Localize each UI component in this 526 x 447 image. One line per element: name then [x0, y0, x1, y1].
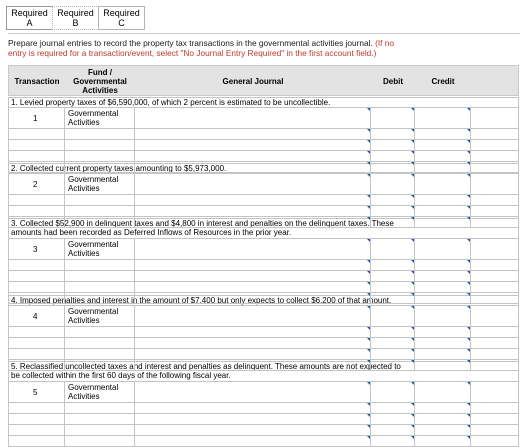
tab-label: Required [11, 8, 48, 18]
dropdown-marker-icon [411, 327, 414, 330]
dropdown-marker-icon [367, 260, 370, 263]
credit-field[interactable] [415, 293, 471, 303]
dropdown-marker-icon [411, 195, 414, 198]
tab-letter: A [26, 18, 33, 28]
account-field[interactable] [135, 108, 371, 128]
account-field[interactable] [135, 195, 371, 205]
credit-field[interactable] [415, 338, 471, 348]
debit-field[interactable] [371, 217, 415, 227]
journal-entry-row [8, 151, 519, 162]
instructions-note: (If no [372, 38, 395, 48]
credit-field[interactable] [415, 108, 471, 128]
tab-required-c[interactable] [98, 6, 145, 30]
dropdown-marker-icon [411, 108, 414, 111]
fund-cell [65, 293, 135, 303]
journal-entry-row [8, 425, 519, 436]
dropdown-marker-icon [367, 217, 370, 220]
account-field[interactable] [135, 260, 371, 270]
dropdown-marker-icon [411, 206, 414, 209]
dropdown-marker-icon [367, 271, 370, 274]
account-field[interactable] [135, 360, 371, 370]
dropdown-marker-icon [467, 382, 470, 385]
dropdown-marker-icon [467, 151, 470, 154]
fund-cell [65, 360, 135, 370]
transaction-number: 1 [33, 114, 38, 123]
journal-table-header [8, 65, 519, 96]
dropdown-marker-icon [367, 206, 370, 209]
dropdown-marker-icon [367, 239, 370, 242]
transaction-number: 5 [33, 388, 38, 397]
instructions-line-1 [8, 38, 394, 48]
fund-cell [65, 338, 135, 348]
transaction-number-cell [9, 327, 65, 337]
credit-field[interactable] [415, 140, 471, 150]
dropdown-marker-icon [411, 382, 414, 385]
account-field[interactable] [135, 293, 371, 303]
dropdown-marker-icon [367, 436, 370, 439]
debit-field[interactable] [371, 162, 415, 172]
dropdown-marker-icon [367, 151, 370, 154]
dropdown-marker-icon [467, 140, 470, 143]
debit-field[interactable] [371, 140, 415, 150]
tab-required-b[interactable] [52, 6, 99, 30]
journal-entry-row [8, 360, 519, 371]
dropdown-marker-icon [411, 151, 414, 154]
journal-entry-row [8, 282, 519, 293]
credit-field[interactable] [415, 162, 471, 172]
journal-entry-row [8, 403, 519, 414]
debit-field[interactable] [371, 360, 415, 370]
dropdown-marker-icon [467, 239, 470, 242]
journal-entry-row [8, 129, 519, 140]
dropdown-marker-icon [411, 349, 414, 352]
account-field[interactable] [135, 414, 371, 424]
transaction-number-cell [9, 414, 65, 424]
dropdown-marker-icon [367, 174, 370, 177]
dropdown-marker-icon [411, 414, 414, 417]
credit-field[interactable] [415, 129, 471, 139]
account-field[interactable] [135, 382, 371, 402]
account-field[interactable] [135, 129, 371, 139]
debit-field[interactable] [371, 195, 415, 205]
debit-field[interactable] [371, 425, 415, 435]
journal-entry-row [8, 195, 519, 206]
debit-field[interactable] [371, 108, 415, 128]
debit-field[interactable] [371, 306, 415, 326]
fund-cell [65, 151, 135, 161]
credit-field[interactable] [415, 260, 471, 270]
transaction-number-cell [9, 271, 65, 281]
journal-entry-row [8, 414, 519, 425]
debit-field[interactable] [371, 260, 415, 270]
journal-entry-row [8, 206, 519, 217]
account-field[interactable] [135, 436, 371, 446]
debit-field[interactable] [371, 129, 415, 139]
instructions-line-2: entry is required for a transaction/event, select "No Journal Entry Required" in the first account field.) [8, 48, 377, 58]
dropdown-marker-icon [467, 271, 470, 274]
dropdown-marker-icon [367, 140, 370, 143]
header-transaction: Transaction [14, 77, 60, 86]
tab-letter: B [72, 18, 79, 28]
transaction-number-cell [9, 206, 65, 216]
account-field[interactable] [135, 206, 371, 216]
transaction-number-cell [9, 217, 65, 227]
journal-entry-row [8, 108, 519, 129]
fund-cell [65, 436, 135, 446]
debit-field[interactable] [371, 414, 415, 424]
fund-cell [65, 271, 135, 281]
journal-entry-row [8, 217, 519, 228]
dropdown-marker-icon [467, 414, 470, 417]
journal-entry-row [8, 306, 519, 327]
fund-cell [65, 140, 135, 150]
dropdown-marker-icon [367, 338, 370, 341]
transaction-description: 2. Collected current property taxes amounting to $5,973,000. [8, 163, 519, 174]
credit-field[interactable] [415, 360, 471, 370]
dropdown-marker-icon [467, 260, 470, 263]
header-fund-line: Governmental [73, 77, 127, 86]
dropdown-marker-icon [467, 108, 470, 111]
tab-label: Required [57, 8, 94, 18]
journal-entry-row [8, 436, 519, 447]
dropdown-marker-icon [467, 217, 470, 220]
journal-entry-row [8, 239, 519, 260]
dropdown-marker-icon [367, 327, 370, 330]
dropdown-marker-icon [367, 195, 370, 198]
transaction-description-line: 3. Collected $52,900 in delinquent taxes and $4,800 in interest and penalties on the delinquent taxes. These [11, 219, 394, 228]
transaction-description-line: be collected within the first 60 days of the following fiscal year. [11, 371, 231, 380]
transaction-number-cell [9, 129, 65, 139]
dropdown-marker-icon [367, 360, 370, 363]
debit-field[interactable] [371, 349, 415, 359]
header-fund [65, 68, 135, 95]
debit-field[interactable] [371, 151, 415, 161]
credit-field[interactable] [415, 195, 471, 205]
fund-label: Governmental Activities [68, 175, 119, 193]
account-field[interactable] [135, 271, 371, 281]
requirement-tabs [6, 6, 144, 30]
instructions [8, 33, 520, 59]
transaction-number: 3 [33, 245, 38, 254]
fund-label: Governmental Activities [68, 383, 119, 401]
debit-field[interactable] [371, 403, 415, 413]
dropdown-marker-icon [367, 414, 370, 417]
debit-field[interactable] [371, 338, 415, 348]
transaction-number-cell [9, 403, 65, 413]
fund-cell [65, 162, 135, 172]
fund-cell [65, 195, 135, 205]
account-field[interactable] [135, 162, 371, 172]
dropdown-marker-icon [467, 306, 470, 309]
dropdown-marker-icon [467, 403, 470, 406]
dropdown-marker-icon [411, 162, 414, 165]
journal-entry-row [8, 162, 519, 173]
dropdown-marker-icon [467, 162, 470, 165]
account-field[interactable] [135, 140, 371, 150]
journal-entry-row [8, 338, 519, 349]
dropdown-marker-icon [367, 425, 370, 428]
dropdown-marker-icon [467, 349, 470, 352]
fund-cell [65, 349, 135, 359]
dropdown-marker-icon [367, 108, 370, 111]
transaction-number-cell [9, 162, 65, 172]
fund-label: Governmental Activities [68, 109, 119, 127]
dropdown-marker-icon [467, 425, 470, 428]
dropdown-marker-icon [411, 293, 414, 296]
fund-label: Governmental Activities [68, 240, 119, 258]
dropdown-marker-icon [411, 338, 414, 341]
dropdown-marker-icon [411, 403, 414, 406]
tab-required-a[interactable] [6, 6, 53, 30]
transaction-number-cell [9, 436, 65, 446]
debit-field[interactable] [371, 271, 415, 281]
instructions-text: Prepare journal entries to record the property tax transactions in the governmental activities journal. [8, 38, 373, 48]
transaction-number-cell [9, 425, 65, 435]
dropdown-marker-icon [411, 282, 414, 285]
journal-entry-row [8, 140, 519, 151]
dropdown-marker-icon [411, 271, 414, 274]
dropdown-marker-icon [367, 293, 370, 296]
dropdown-marker-icon [411, 129, 414, 132]
journal-entry-row [8, 327, 519, 338]
header-general-journal: General Journal [222, 77, 284, 86]
credit-field[interactable] [415, 174, 471, 194]
credit-field[interactable] [415, 436, 471, 446]
dropdown-marker-icon [411, 174, 414, 177]
tab-letter: C [118, 18, 125, 28]
transaction-number-cell [9, 260, 65, 270]
dropdown-marker-icon [411, 425, 414, 428]
journal-entry-row [8, 293, 519, 304]
transaction-number-cell [9, 282, 65, 292]
dropdown-marker-icon [467, 206, 470, 209]
credit-field[interactable] [415, 414, 471, 424]
dropdown-marker-icon [467, 195, 470, 198]
dropdown-marker-icon [411, 436, 414, 439]
transaction-number: 4 [33, 312, 38, 321]
debit-field[interactable] [371, 293, 415, 303]
transaction-number-cell [9, 349, 65, 359]
account-field[interactable] [135, 239, 371, 259]
transaction-description-line: 5. Reclassified uncollected taxes and interest and penalties as delinquent. These amounts are not expected to [11, 362, 401, 371]
dropdown-marker-icon [467, 327, 470, 330]
fund-cell [65, 425, 135, 435]
header-fund-line: Fund / [88, 68, 112, 77]
credit-field[interactable] [415, 425, 471, 435]
dropdown-marker-icon [467, 338, 470, 341]
debit-field[interactable] [371, 206, 415, 216]
dropdown-marker-icon [467, 360, 470, 363]
header-debit: Debit [383, 77, 403, 86]
debit-field[interactable] [371, 327, 415, 337]
debit-field[interactable] [371, 174, 415, 194]
dropdown-marker-icon [467, 293, 470, 296]
account-field[interactable] [135, 327, 371, 337]
credit-field[interactable] [415, 349, 471, 359]
dropdown-marker-icon [411, 360, 414, 363]
fund-cell [65, 327, 135, 337]
dropdown-marker-icon [467, 129, 470, 132]
transaction-number-cell [9, 151, 65, 161]
fund-cell [65, 206, 135, 216]
credit-field[interactable] [415, 403, 471, 413]
account-field[interactable] [135, 306, 371, 326]
journal-entry-row [8, 382, 519, 403]
dropdown-marker-icon [367, 382, 370, 385]
transaction-number-cell [9, 360, 65, 370]
transaction-description: 1. Levied property taxes of $6,590,000, of which 2 percent is estimated to be uncollectible. [8, 97, 519, 108]
fund-label: Governmental Activities [68, 307, 119, 325]
dropdown-marker-icon [411, 306, 414, 309]
debit-field[interactable] [371, 436, 415, 446]
journal-entry-row [8, 260, 519, 271]
transaction-number: 2 [33, 180, 38, 189]
header-credit: Credit [431, 77, 455, 86]
credit-field[interactable] [415, 382, 471, 402]
transaction-number-cell [9, 338, 65, 348]
account-field[interactable] [135, 282, 371, 292]
dropdown-marker-icon [411, 260, 414, 263]
header-fund-line: Activities [82, 86, 118, 95]
credit-field[interactable] [415, 271, 471, 281]
credit-field[interactable] [415, 239, 471, 259]
account-field[interactable] [135, 174, 371, 194]
journal-entry-row [8, 174, 519, 195]
credit-field[interactable] [415, 217, 471, 227]
credit-field[interactable] [415, 282, 471, 292]
journal-entry-row [8, 349, 519, 360]
account-field[interactable] [135, 217, 371, 227]
transaction-description-line: amounts had been recorded as Deferred Inflows of Resources in the prior year. [11, 228, 292, 237]
dropdown-marker-icon [367, 162, 370, 165]
transaction-number-cell [9, 195, 65, 205]
debit-field[interactable] [371, 282, 415, 292]
credit-field[interactable] [415, 151, 471, 161]
fund-cell [65, 414, 135, 424]
transaction-description: 4. Imposed penalties and interest in the amount of $7,400 but only expects to collect $6,200 of that amount. [8, 295, 519, 306]
credit-field[interactable] [415, 206, 471, 216]
account-field[interactable] [135, 338, 371, 348]
fund-cell [65, 260, 135, 270]
fund-cell [65, 129, 135, 139]
credit-field[interactable] [415, 327, 471, 337]
dropdown-marker-icon [367, 129, 370, 132]
debit-field[interactable] [371, 239, 415, 259]
fund-cell [65, 403, 135, 413]
account-field[interactable] [135, 349, 371, 359]
dropdown-marker-icon [367, 282, 370, 285]
fund-cell [65, 282, 135, 292]
dropdown-marker-icon [411, 239, 414, 242]
transaction-number-cell [9, 140, 65, 150]
tab-label: Required [103, 8, 140, 18]
account-field[interactable] [135, 151, 371, 161]
dropdown-marker-icon [467, 436, 470, 439]
dropdown-marker-icon [467, 174, 470, 177]
dropdown-marker-icon [411, 217, 414, 220]
journal-entry-row [8, 271, 519, 282]
dropdown-marker-icon [467, 282, 470, 285]
credit-field[interactable] [415, 306, 471, 326]
account-field[interactable] [135, 425, 371, 435]
dropdown-marker-icon [411, 140, 414, 143]
fund-cell [65, 217, 135, 227]
transaction-number-cell [9, 293, 65, 303]
debit-field[interactable] [371, 382, 415, 402]
dropdown-marker-icon [367, 349, 370, 352]
dropdown-marker-icon [367, 306, 370, 309]
dropdown-marker-icon [367, 403, 370, 406]
account-field[interactable] [135, 403, 371, 413]
